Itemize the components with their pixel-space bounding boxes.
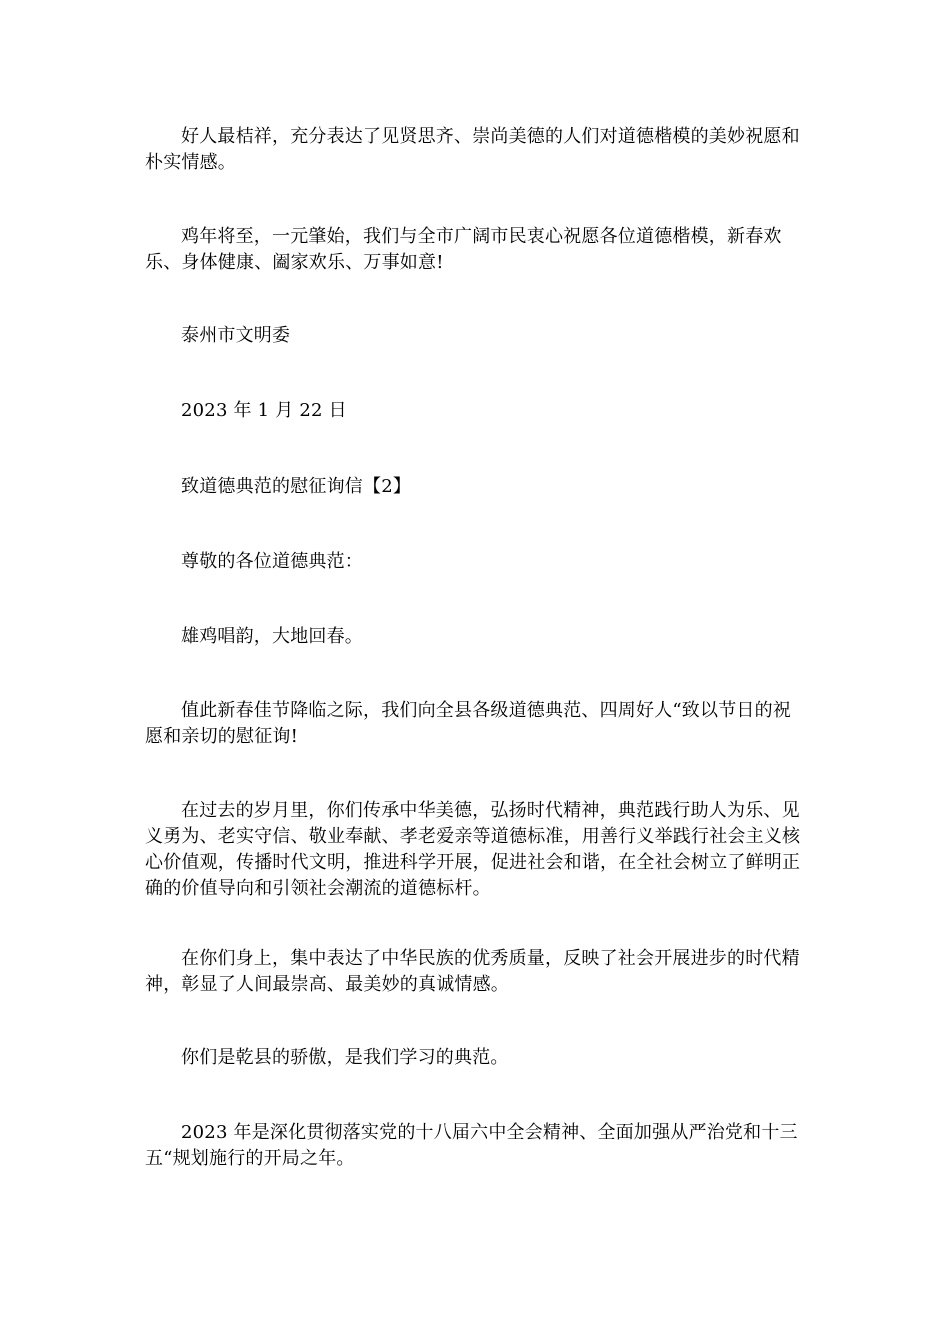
paragraph-festival-greeting: 值此新春佳节降临之际，我们向全县各级道德典范、四周好人“致以节日的祝愿和亲切的慰征询! <box>145 700 791 747</box>
paragraph-national-spirit: 在你们身上，集中表达了中华民族的优秀质量，反映了社会开展进步的时代精神，彰显了人间最崇高、最美妙的真诚情感。 <box>145 948 800 995</box>
paragraph-pride: 你们是乾县的骄傲，是我们学习的典范。 <box>181 1047 509 1068</box>
letter-salutation: 尊敬的各位道德典范： <box>181 551 363 572</box>
paragraph-new-year-greeting: 鸡年将至，一元肇始，我们与全市广阔市民衷心祝愿各位道德楷模，新春欢乐、身体健康、阖家欢乐、万事如意! <box>145 226 782 273</box>
letter-title: 致道德典范的慰征询信【2】 <box>181 476 412 497</box>
paragraph-moral-wishes: 好人最桔祥，充分表达了见贤思齐、崇尚美德的人们对道德楷模的美妙祝愿和朴实情感。 <box>145 126 800 173</box>
signature-date: 2023 年 1 月 22 日 <box>181 400 347 421</box>
paragraph-spring-opening: 雄鸡唱韵，大地回春。 <box>181 626 363 647</box>
paragraph-past-years: 在过去的岁月里，你们传承中华美德，弘扬时代精神，典范践行助人为乐、见义勇为、老实守信、敬业奉献、孝老爱亲等道德标准，用善行义举践行社会主义核心价值观，传播时代文明，推进科学开展，促进社会和谐，在全社会树立了鲜明正确的价值导向和引领社会潮流的道德标杆。 <box>145 800 801 899</box>
signature-organization: 泰州市文明委 <box>181 325 291 346</box>
paragraph-year-outlook: 2023 年是深化贯彻落实党的十八届六中全会精神、全面加强从严治党和十三五“规划施行的开局之年。 <box>145 1122 798 1169</box>
